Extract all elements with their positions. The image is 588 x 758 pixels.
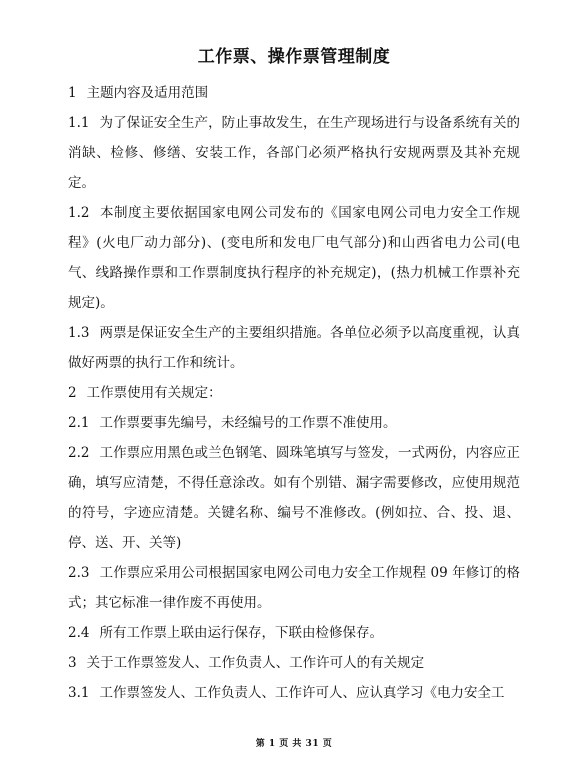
paragraph-number: 1 bbox=[68, 85, 77, 101]
paragraph-text: 主题内容及适用范围 bbox=[86, 85, 209, 101]
paragraph-text: 所有工作票上联由运行保存，下联由检修保存。 bbox=[99, 625, 383, 641]
paragraph-3-1 bbox=[68, 678, 520, 708]
paragraph-text: 关于工作票签发人、工作负责人、工作许可人的有关规定 bbox=[86, 655, 425, 671]
paragraph-text: 工作票使用有关规定： bbox=[86, 385, 222, 401]
paragraph-1-2 bbox=[68, 198, 520, 318]
paragraph-text: 两票是保证安全生产的主要组织措施。各单位必须予以高度重视，认真做好两票的执行工作和统计。 bbox=[68, 325, 520, 371]
paragraph-text: 工作票签发人、工作负责人、工作许可人、应认真学习《电力安全工 bbox=[99, 685, 505, 701]
paragraph-text: 为了保证安全生产，防止事故发生，在生产现场进行与设备系统有关的消缺、检修、修缮、安装工作，各部门必须严格执行安规两票及其补充规定。 bbox=[68, 115, 520, 191]
paragraph-1-1 bbox=[68, 108, 520, 198]
paragraph-number: 2.2 bbox=[68, 445, 90, 461]
document-title: 工作票、操作票管理制度 bbox=[197, 47, 391, 67]
paragraph-number: 2 bbox=[68, 385, 77, 401]
document-body bbox=[68, 78, 520, 708]
paragraph-text: 工作票要事先编号，未经编号的工作票不准使用。 bbox=[99, 415, 397, 431]
paragraph-number: 2.3 bbox=[68, 565, 90, 581]
page-footer: 第 1 页 共 31 页 bbox=[255, 739, 333, 749]
paragraph-2-3 bbox=[68, 558, 520, 618]
paragraph-number: 3.1 bbox=[68, 685, 90, 701]
section-3-heading bbox=[68, 648, 520, 678]
paragraph-2-1 bbox=[68, 408, 520, 438]
section-2-heading bbox=[68, 378, 520, 408]
paragraph-text: 工作票应采用公司根据国家电网公司电力安全工作规程 09 年修订的格式；其它标准一律作废不再使用。 bbox=[68, 565, 520, 611]
paragraph-number: 3 bbox=[68, 655, 77, 671]
paragraph-number: 1.2 bbox=[68, 205, 90, 221]
paragraph-number: 1.1 bbox=[68, 115, 90, 131]
paragraph-2-4 bbox=[68, 618, 520, 648]
paragraph-1-3 bbox=[68, 318, 520, 378]
paragraph-text: 本制度主要依据国家电网公司发布的《国家电网公司电力安全工作规程》(火电厂动力部分)、(变电所和发电厂电气部分)和山西省电力公司(电气、线路操作票和工作票制度执行程序的补充规定)，(热力机械工作票补充规定)。 bbox=[68, 205, 520, 311]
paragraph-number: 2.4 bbox=[68, 625, 90, 641]
paragraph-text: 工作票应用黑色或兰色钢笔、圆珠笔填写与签发，一式两份，内容应正确，填写应清楚，不得任意涂改。如有个别错、漏字需要修改，应使用规范的符号，字迹应清楚。关键名称、编号不准修改。(例如拉、合、投、退、停、送、开、关等) bbox=[68, 445, 520, 551]
section-1-heading bbox=[68, 78, 520, 108]
paragraph-2-2 bbox=[68, 438, 520, 558]
paragraph-number: 1.3 bbox=[68, 325, 90, 341]
paragraph-number: 2.1 bbox=[68, 415, 90, 431]
